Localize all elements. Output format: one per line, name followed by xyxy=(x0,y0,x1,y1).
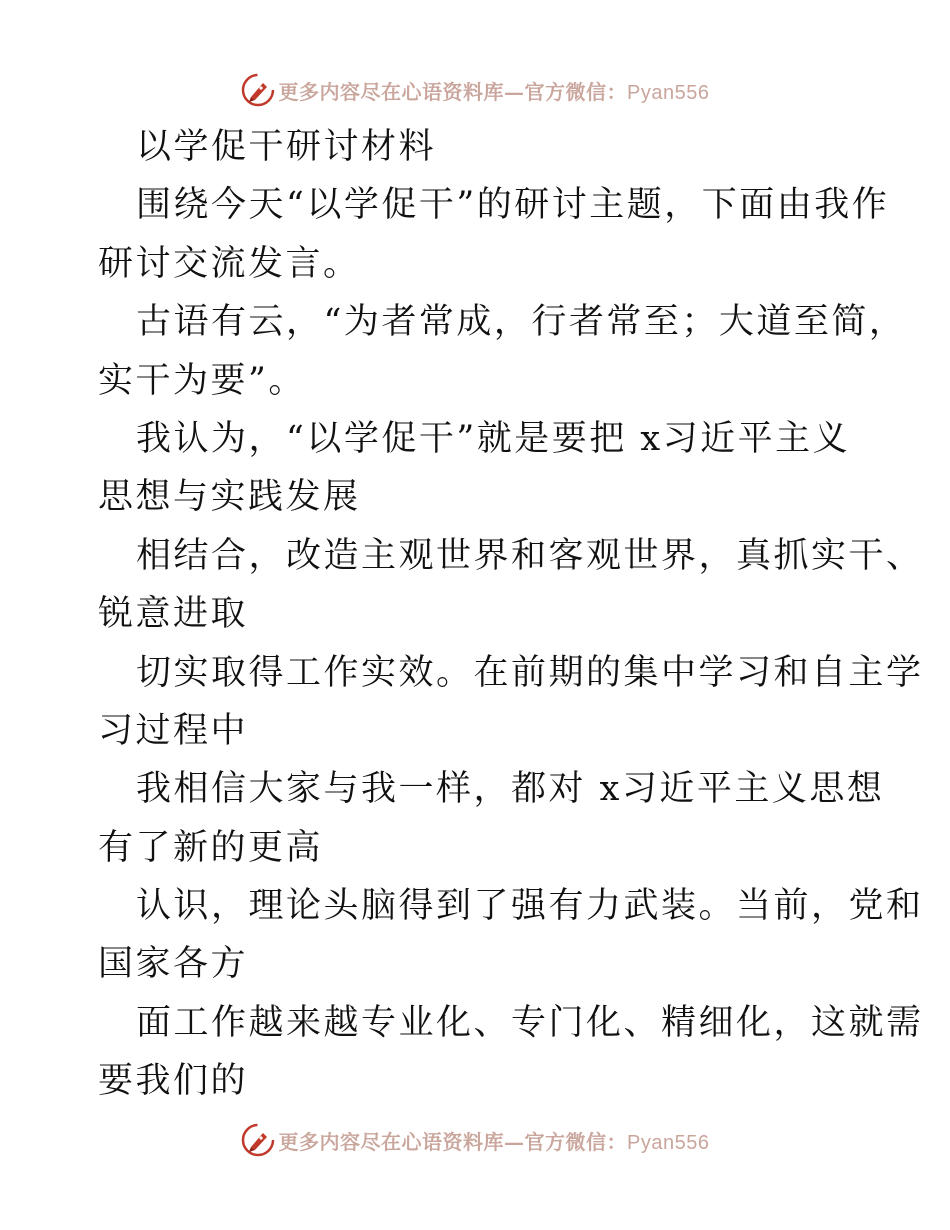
text-line: 研讨交流发言。 xyxy=(98,243,361,284)
footer-watermark xyxy=(0,1120,950,1160)
text-line: 我相信大家与我一样，都对 x习近平主义思想 xyxy=(136,769,885,810)
document-title: 以学促干研讨材料 xyxy=(136,127,437,167)
text-line: 锐意进取 xyxy=(98,594,249,635)
text-line: 思想与实践发展 xyxy=(98,477,361,518)
watermark-handle: Pyan556 xyxy=(627,1131,710,1154)
text-line: 实干为要”。 xyxy=(98,360,306,401)
header-watermark xyxy=(0,70,950,110)
text-line: 认识，理论头脑得到了强有力武装。当前，党和 xyxy=(136,886,924,927)
pen-nib-logo-icon xyxy=(241,1123,275,1157)
text-line: 面工作越来越专业化、专门化、精细化，这就需 xyxy=(136,1002,924,1043)
text-line: 有了新的更高 xyxy=(98,827,324,868)
text-line: 要我们的 xyxy=(98,1061,249,1102)
pen-nib-logo-icon xyxy=(241,73,275,107)
text-line: 相结合，改造主观世界和客观世界，真抓实干、 xyxy=(136,535,924,576)
text-line: 我认为，“以学促干”就是要把 x习近平主义 xyxy=(136,418,851,459)
text-line: 围绕今天“以学促干”的研讨主题，下面由我作 xyxy=(136,185,890,226)
document-body xyxy=(98,118,924,1111)
watermark-text: 更多内容尽在心语资料库—官方微信：Pyan556 xyxy=(278,79,710,104)
text-line: 古语有云，“为者常成，行者常至；大道至简， xyxy=(136,302,907,343)
text-line: 切实取得工作实效。在前期的集中学习和自主学 xyxy=(136,652,924,693)
text-line: 习过程中 xyxy=(98,710,249,751)
watermark-handle: Pyan556 xyxy=(627,81,710,104)
watermark-text: 更多内容尽在心语资料库—官方微信：Pyan556 xyxy=(278,1129,710,1154)
text-line: 国家各方 xyxy=(98,944,249,985)
